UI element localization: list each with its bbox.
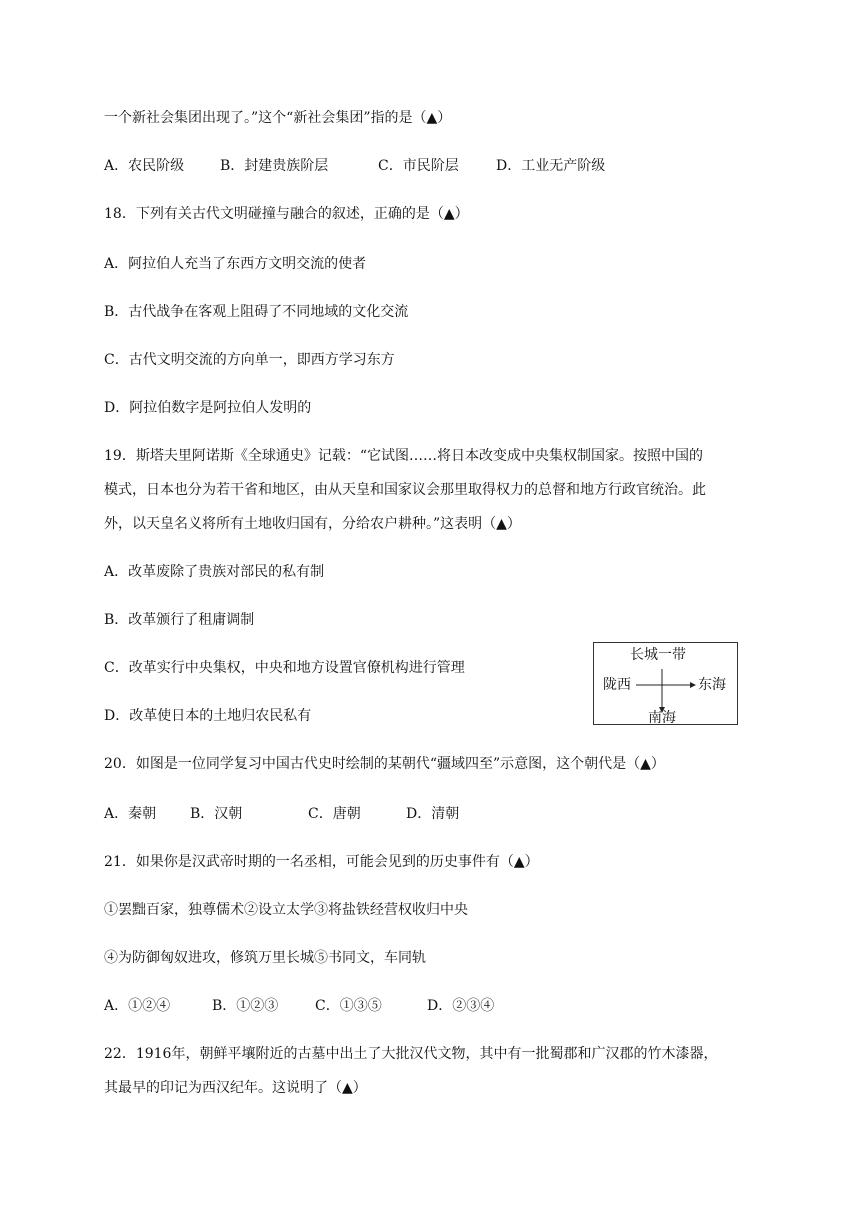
q19-option-a[interactable]: A．改革废除了贵族对部民的私有制 (104, 564, 325, 580)
q18-option-d[interactable]: D．阿拉伯数字是阿拉伯人发明的 (104, 400, 312, 416)
q18-stem: 18．下列有关古代文明碰撞与融合的叙述，正确的是（▲） (104, 206, 469, 222)
east-label: 东海 (698, 677, 726, 693)
q17-option-d[interactable]: D．工业无产阶级 (496, 158, 606, 174)
q22-stem-line-1: 22．1916年，朝鲜平壤附近的古墓中出土了大批汉代文物，其中有一批蜀郡和广汉郡的竹木漆器， (104, 1046, 718, 1062)
q19-option-c[interactable]: C．改革实行中央集权，中央和地方设置官僚机构进行管理 (104, 660, 465, 676)
q21-option-c[interactable]: C．①③⑤ (315, 998, 382, 1014)
territory-diagram (593, 642, 738, 725)
q20-option-a[interactable]: A．秦朝 (104, 806, 157, 822)
north-label: 长城一带 (630, 647, 686, 663)
west-label: 陇西 (603, 677, 631, 693)
south-label: 南海 (648, 710, 676, 726)
q20-option-d[interactable]: D．清朝 (406, 806, 460, 822)
q21-items-line-1: ①罢黜百家，独尊儒术②设立太学③将盐铁经营权收归中央 (104, 902, 468, 918)
q17-option-b[interactable]: B．封建贵族阶层 (220, 158, 329, 174)
q17-stem-tail: 一个新社会集团出现了。”这个“新社会集团”指的是（▲） (104, 110, 452, 126)
q17-option-a[interactable]: A．农民阶级 (104, 158, 185, 174)
q19-option-b[interactable]: B．改革颁行了租庸调制 (104, 612, 255, 628)
q22-stem-line-2: 其最早的印记为西汉纪年。这说明了（▲） (104, 1080, 367, 1096)
q21-items-line-2: ④为防御匈奴进攻，修筑万里长城⑤书同文，车同轨 (104, 950, 426, 966)
q17-option-c[interactable]: C．市民阶层 (378, 158, 459, 174)
q20-option-b[interactable]: B．汉朝 (190, 806, 243, 822)
q21-options (104, 996, 494, 1016)
q21-option-b[interactable]: B．①②③ (212, 998, 279, 1014)
q20-option-c[interactable]: C．唐朝 (308, 806, 361, 822)
q18-option-a[interactable]: A．阿拉伯人充当了东西方文明交流的使者 (104, 256, 367, 272)
q19-stem-line-1: 19．斯塔夫里阿诺斯《全球通史》记载：“它试图……将日本改变成中央集权制国家。按照中国的 (104, 448, 703, 464)
q19-stem-line-3: 外，以天皇名义将所有土地收归国有，分给农户耕种。”这表明（▲） (104, 516, 521, 532)
q21-option-a[interactable]: A．①②④ (104, 998, 171, 1014)
q18-option-b[interactable]: B．古代战争在客观上阻碍了不同地域的文化交流 (104, 304, 409, 320)
q20-stem: 20．如图是一位同学复习中国古代史时绘制的某朝代“疆域四至”示意图，这个朝代是（▲） (104, 756, 665, 772)
q17-options (104, 156, 605, 176)
q20-options (104, 804, 459, 824)
q21-option-d[interactable]: D．②③④ (427, 998, 495, 1014)
q21-stem: 21．如果你是汉武帝时期的一名丞相，可能会见到的历史事件有（▲） (104, 854, 539, 870)
q19-stem-line-2: 模式，日本也分为若干省和地区，由从天皇和国家议会那里取得权力的总督和地方行政官统治。此 (104, 482, 706, 498)
q19-option-d[interactable]: D．改革使日本的土地归农民私有 (104, 708, 312, 724)
q18-option-c[interactable]: C．古代文明交流的方向单一，即西方学习东方 (104, 352, 395, 368)
